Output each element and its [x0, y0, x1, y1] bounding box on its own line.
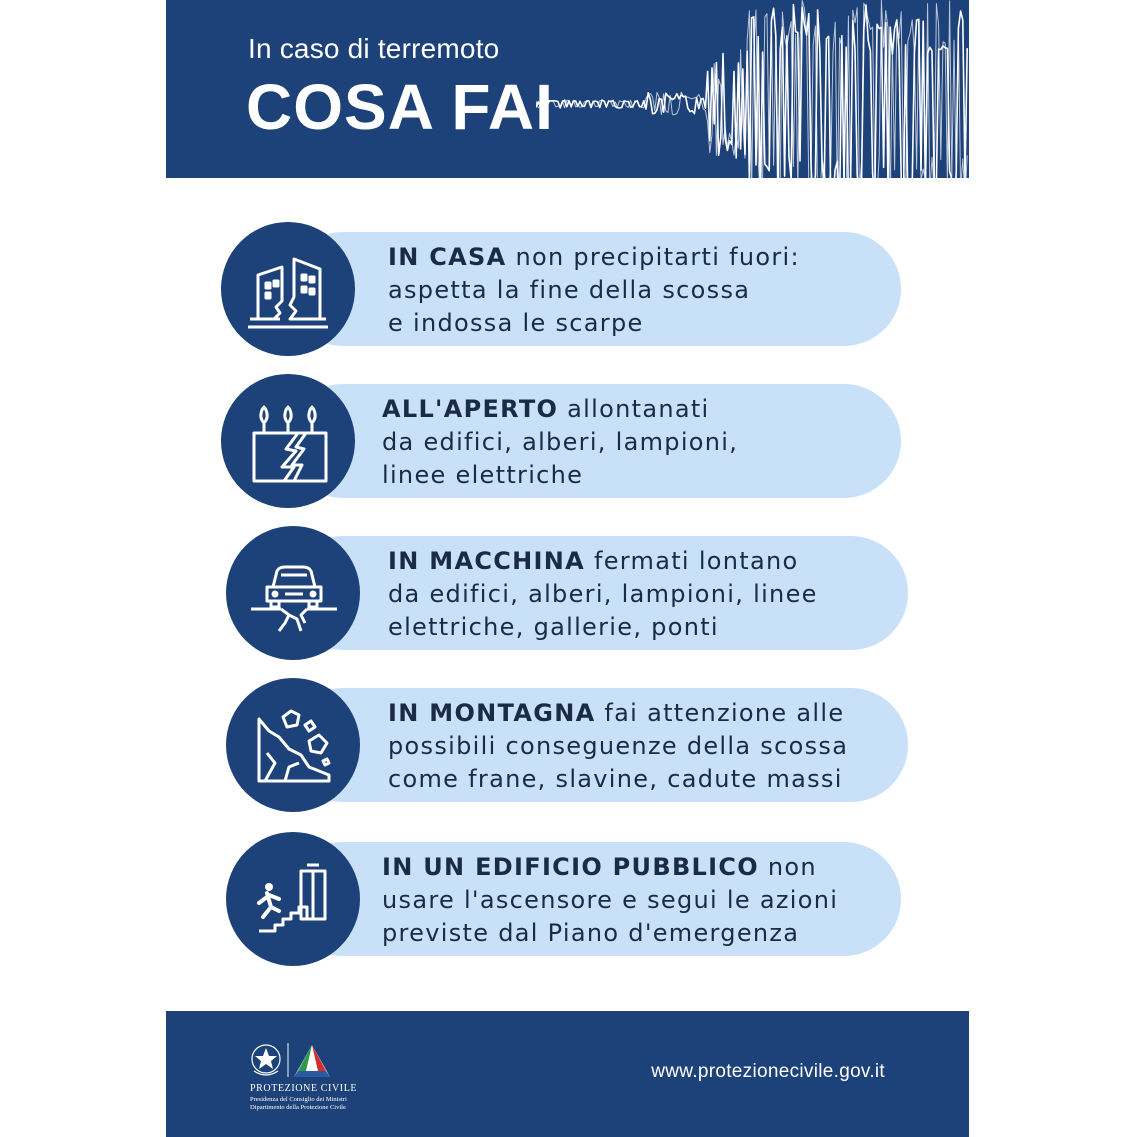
tip-heading: IN MONTAGNA — [388, 699, 596, 727]
collapsing-buildings-icon — [221, 222, 355, 356]
tip-line1: non — [758, 853, 817, 881]
tip-line2: possibili conseguenze della scossa — [388, 732, 849, 760]
tip-line3: previste dal Piano d'emergenza — [382, 919, 800, 947]
tip-in-un-edificio-pubblico — [166, 829, 969, 969]
stairs-elevator-icon — [226, 832, 360, 966]
tip-text — [388, 697, 848, 796]
poster — [166, 0, 969, 1137]
tip-line1: non precipitarti fuori: — [506, 243, 800, 271]
tip-line2: da edifici, alberi, lampioni, — [382, 428, 739, 456]
trees-cracked-ground-icon — [221, 374, 355, 508]
car-on-crack-icon — [226, 526, 360, 660]
tip-in-macchina — [166, 523, 969, 663]
tip-heading: IN CASA — [388, 243, 507, 271]
tip-text — [382, 393, 738, 492]
tip-text — [388, 241, 800, 340]
tip-line1: allontanati — [558, 395, 710, 423]
protezione-civile-triangle-icon — [294, 1045, 330, 1077]
tip-line2: da edifici, alberi, lampioni, linee — [388, 580, 818, 608]
tip-line2: usare l'ascensore e segui le azioni — [382, 886, 839, 914]
tip-in-casa — [166, 219, 969, 359]
tip-line3: linee elettriche — [382, 461, 584, 489]
tip-in-montagna — [166, 675, 969, 815]
tip-text — [388, 545, 818, 644]
header-banner — [166, 0, 969, 178]
tip-text — [382, 851, 838, 950]
tip-line1: fermati lontano — [585, 547, 799, 575]
org-line1: Presidenza del Consiglio dei Ministri — [250, 1096, 347, 1103]
seismograph-wave-graphic — [536, 0, 969, 178]
org-line2: Dipartimento della Protezione Civile — [250, 1104, 346, 1111]
header-title: COSA FAI — [246, 71, 554, 143]
italian-emblem-icon — [252, 1045, 280, 1075]
tip-heading: IN UN EDIFICIO PUBBLICO — [382, 853, 759, 881]
tip-all-aperto — [166, 371, 969, 511]
falling-rocks-icon — [226, 678, 360, 812]
tip-heading: ALL'APERTO — [382, 395, 559, 423]
header-subtitle: In caso di terremoto — [248, 33, 500, 64]
tip-line3: elettriche, gallerie, ponti — [388, 613, 719, 641]
protezione-civile-logo — [248, 1033, 378, 1119]
tip-heading: IN MACCHINA — [388, 547, 586, 575]
website-link[interactable]: www.protezionecivile.gov.it — [651, 1061, 885, 1082]
tip-line2: aspetta la fine della scossa — [388, 276, 751, 304]
footer-banner — [166, 1011, 969, 1137]
org-name: PROTEZIONE CIVILE — [250, 1083, 358, 1094]
tip-line1: fai attenzione alle — [595, 699, 845, 727]
tip-line3: e indossa le scarpe — [388, 309, 644, 337]
tip-line3: come frane, slavine, cadute massi — [388, 765, 843, 793]
